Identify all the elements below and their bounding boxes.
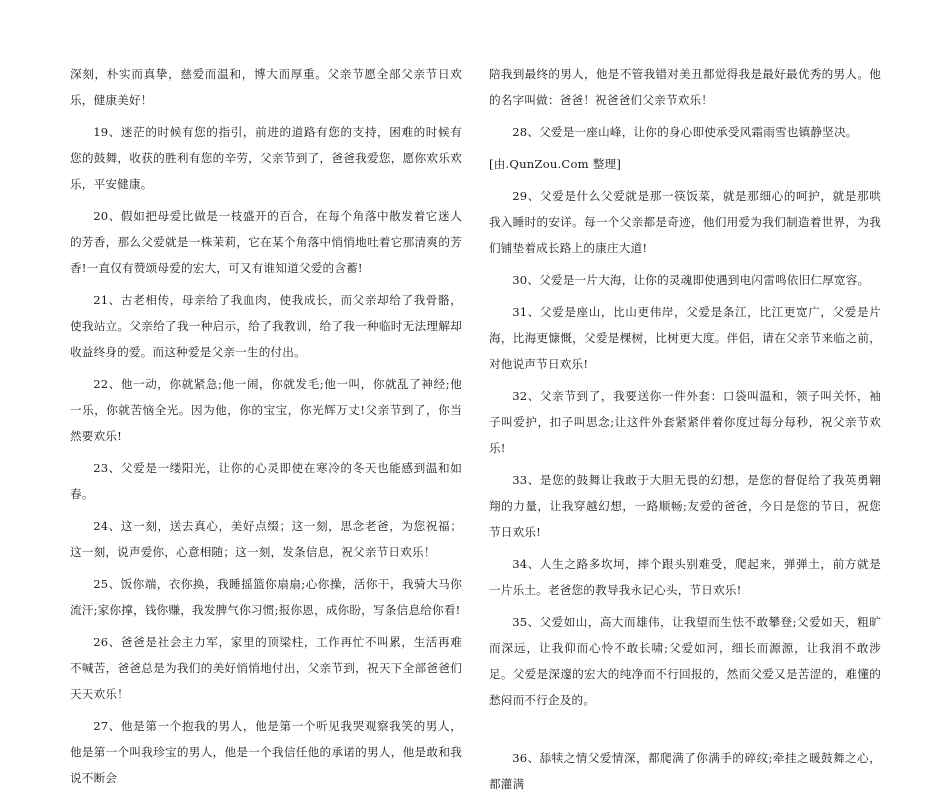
source-note: [由.QunZou.Com 整理] [489,157,622,171]
paragraph: 36、舔犊之情父爱情深，都爬满了你满手的碎纹;牵挂之暖鼓舞之心，都灌满 [489,751,881,791]
paragraph-gap [489,719,881,745]
paragraph: 33、是您的鼓舞让我敢于大胆无畏的幻想，是您的督促给了我英勇翱翔的力量，让我穿越幻想，一路顺畅;友爱的爸爸，今日是您的节日，祝您节日欢乐! [489,473,881,539]
paragraph: 28、父爱是一座山峰，让你的身心即使承受风霜雨雪也镇静坚决。 [512,125,858,139]
paragraph: 26、爸爸是社会主力军，家里的顶梁柱，工作再忙不叫累，生活再难不喊苦，爸爸总是为我们的美好悄悄地付出，父亲节到，祝天下全部爸爸们天天欢乐！ [70,635,462,701]
right-column [489,61,881,803]
paragraph: 35、父爱如山，高大而雄伟，让我望而生怯不敢攀登;父爱如天，粗旷而深远，让我仰而心怜不敢长啸;父爱如河，细长而源源，让我涓不敢涉足。父爱是深邃的宏大的纯净而不行回报的，然而父爱又是苦涩的，难懂的愁闷而不行企及的。 [489,615,881,707]
paragraph: 23、父爱是一缕阳光，让你的心灵即使在寒冷的冬天也能感到温和如春。 [70,461,462,501]
paragraph: 29、父爱是什么父爱就是那一筷饭菜，就是那细心的呵护，就是那哄我入睡时的安详。每一个父亲都是奇迹，他们用爱为我们制造着世界，为我们铺垫着成长路上的康庄大道! [489,189,881,255]
paragraph: 深刻，朴实而真挚，慈爱而温和，博大而厚重。父亲节愿全部父亲节日欢乐，健康美好！ [70,67,462,107]
paragraph: 34、人生之路多坎坷，摔个跟头别难受，爬起来，弹弹土，前方就是一片乐土。老爸您的教导我永记心头，节日欢乐! [489,557,881,597]
paragraph: 20、假如把母爱比做是一枝盛开的百合，在每个角落中散发着它迷人的芳香，那么父爱就是一株茉莉，它在某个角落中悄悄地吐着它那清爽的芳香!一直仅有赞颂母爱的宏大，可又有谁知道父爱的含蓄! [70,209,462,275]
paragraph: 24、这一刻，送去真心，美好点缀；这一刻，思念老爸，为您祝福；这一刻，说声爱你，心意相随；这一刻，发条信息，祝父亲节日欢乐！ [70,519,462,559]
paragraph: 22、他一动，你就紧急;他一闹，你就发毛;他一叫，你就乱了神经;他一乐，你就苦恼全光。因为他，你的宝宝，你光辉万丈!父亲节到了，你当然要欢乐! [70,377,462,443]
paragraph: 31、父爱是座山，比山更伟岸，父爱是条江，比江更宽广，父爱是片海，比海更慷慨，父爱是棵树，比树更大度。伴侣，请在父亲节来临之前，对他说声节日欢乐! [489,305,881,371]
paragraph: 27、他是第一个抱我的男人，他是第一个听见我哭观察我笑的男人，他是第一个叫我珍宝的男人，他是一个我信任他的承诺的男人，他是敢和我说不断会 [70,719,462,785]
paragraph: 陪我到最终的男人，他是不管我错对美丑都觉得我是最好最优秀的男人。他的名字叫做：爸爸！祝爸爸们父亲节欢乐！ [489,67,881,107]
paragraph: 25、饭你端，衣你换，我睡摇篮你扇扇;心你操，活你干，我骑大马你流汗;家你撑，钱你赚，我发脾气你习惯;报你恩，成你盼，写条信息给你看! [70,577,462,617]
left-column [70,61,462,797]
paragraph: 21、古老相传，母亲给了我血肉，使我成长，而父亲却给了我骨骼，使我站立。父亲给了我一种启示，给了我教训，给了我一种临时无法理解却收益终身的爱。而这种爱是父亲一生的付出。 [70,293,462,359]
paragraph: 32、父亲节到了，我要送你一件外套：口袋叫温和，领子叫关怀，袖子叫爱护，扣子叫思念;让这件外套紧紧伴着你度过每分每秒，祝父亲节欢乐! [489,389,881,455]
paragraph: 19、迷茫的时候有您的指引，前进的道路有您的支持，困难的时候有您的鼓舞，收获的胜利有您的辛劳，父亲节到了，爸爸我爱您，愿你欢乐欢乐，平安健康。 [70,125,462,191]
paragraph: 30、父爱是一片大海，让你的灵魂即使遇到电闪雷鸣依旧仁厚宽容。 [512,273,870,287]
